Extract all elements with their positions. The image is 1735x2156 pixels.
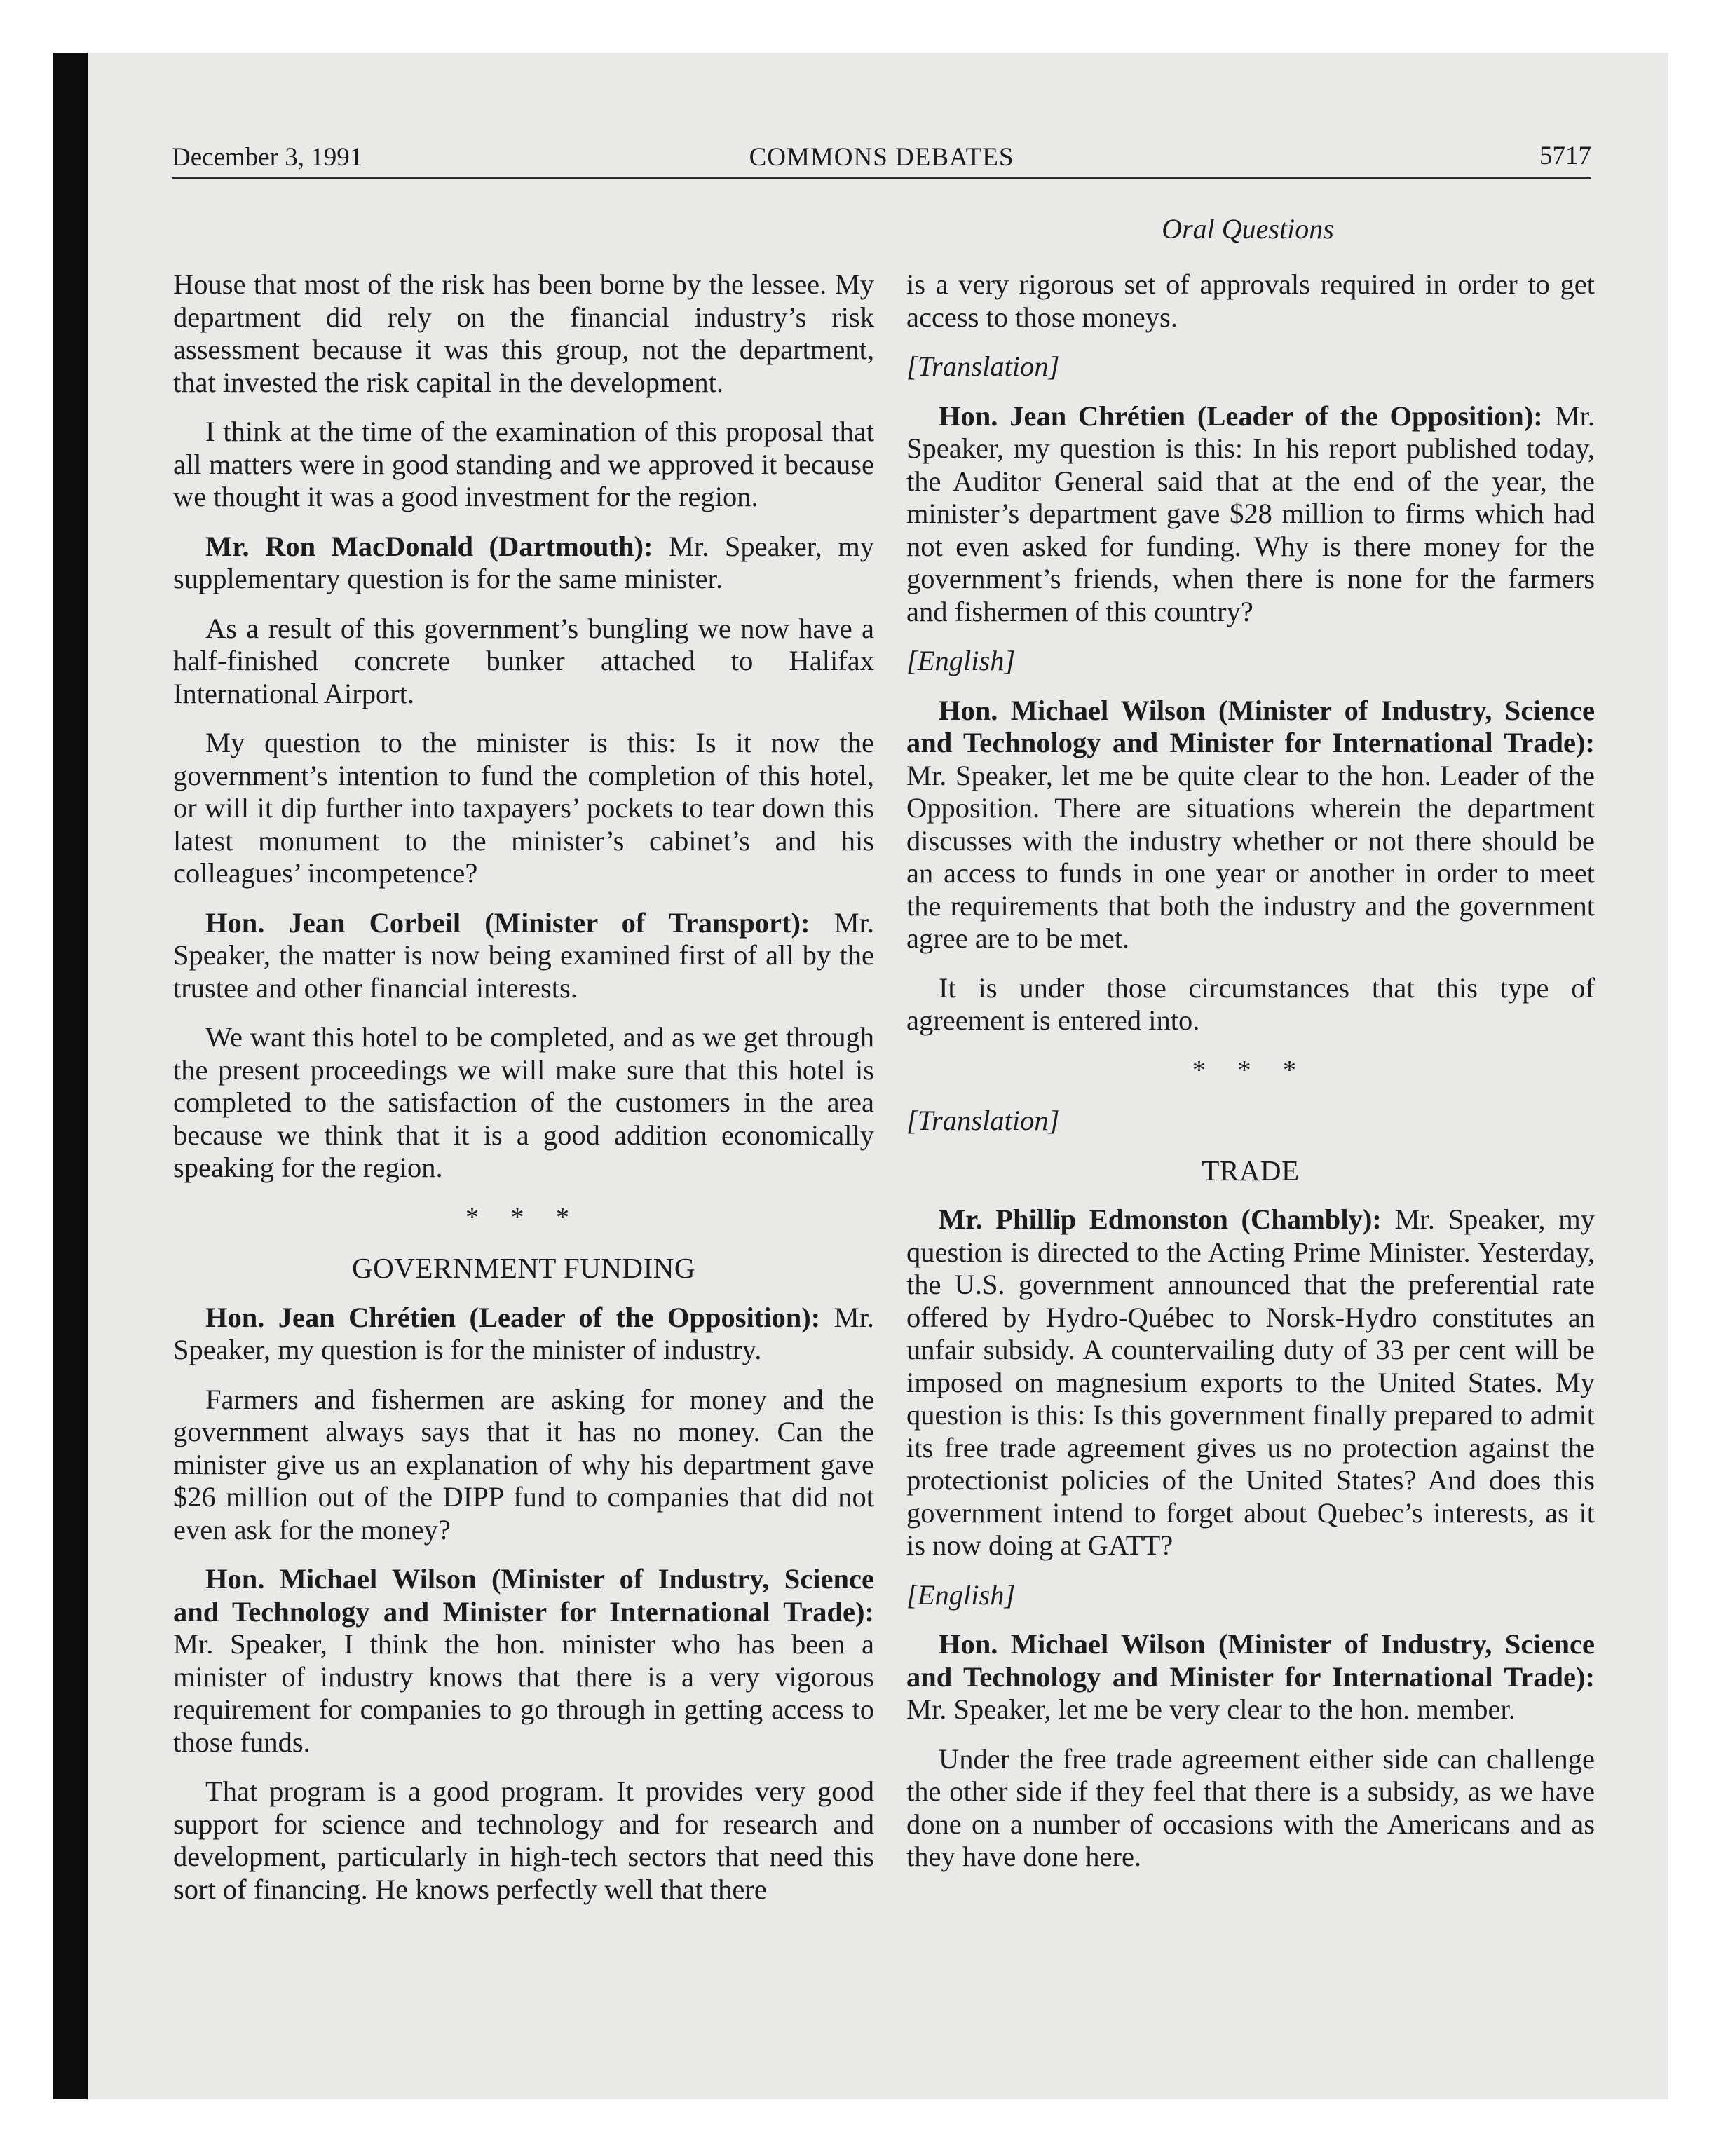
paragraph: My question to the minister is this: Is it now the government’s intention to fund the completion of this hotel, or will it dip further into taxpayers’ pockets to tear down this latest monument to the minister’s cabinet’s and his colleagues’ incompetence?: [173, 727, 874, 889]
section-label: Oral Questions: [1162, 213, 1334, 245]
speech-text: Mr. Speaker, my question is for the minister of industry.: [173, 1301, 874, 1365]
speech-text: Mr. Speaker, let me be quite clear to the hon. Leader of the Opposition. There are situations wherein the department discusses with the industry whether or not there should be an access to funds in one year or another in order to meet the requirements that both the industry and the government agree are to be met.: [906, 759, 1595, 954]
speech-paragraph: [906, 1203, 1595, 1562]
paragraph: Farmers and fishermen are asking for money and the government always says that it has no money. Can the minister give us an explanation of why his department gave $26 million out of the DIPP fund to companies that did not even ask for the money?: [173, 1383, 874, 1546]
right-column: [906, 268, 1595, 1890]
paragraph: It is under those circumstances that this type of agreement is entered into.: [906, 971, 1595, 1036]
speaker-name: Hon. Michael Wilson (Minister of Industry, Science and Technology and Minister for International Trade):: [906, 694, 1595, 758]
speech-text: Mr. Speaker, the matter is now being examined first of all by the trustee and other financial interests.: [173, 906, 875, 1004]
language-marker: [English]: [906, 645, 1016, 676]
header-date: December 3, 1991: [172, 143, 363, 172]
speech-paragraph: [906, 1628, 1595, 1726]
language-marker: [Translation]: [906, 350, 1060, 382]
speech-paragraph: [173, 531, 874, 596]
speaker-name: Hon. Michael Wilson (Minister of Industry, Science and Technology and Minister for International Trade):: [906, 1628, 1595, 1693]
speech-text: Mr. Speaker, my question is directed to the Acting Prime Minister. Yesterday, the U.S. government announced that the preferential rate offered by Hydro-Québec to Norsk-Hydro constitutes an unfair subsidy. A countervailing duty of 33 per cent will be imposed on magnesium exports to the United States. My question is this: Is this government finally prepared to admit its free trade agreement gives us no protection against the protectionist policies of the United States? And does this government intend to forget about Quebec’s interests, as it is now doing at GATT?: [906, 1203, 1595, 1561]
running-head: [172, 135, 1591, 179]
speaker-name: Mr. Phillip Edmonston (Chambly):: [939, 1203, 1382, 1235]
paragraph: House that most of the risk has been borne by the lessee. My department did rely on the financial industry’s risk assessment because it was this group, not the department, that invested the risk capital in the development.: [173, 268, 874, 398]
speech-paragraph: [906, 695, 1595, 955]
speaker-name: Hon. Jean Corbeil (Minister of Transport):: [205, 906, 810, 939]
speech-text: Mr. Speaker, I think the hon. minister who has been a minister of industry knows that there is a very vigorous requirement for companies to go through in getting access to those funds.: [173, 1628, 874, 1758]
paragraph: We want this hotel to be completed, and as we get through the present proceedings we will make sure that this hotel is completed to the satisfaction of the customers in the area because we think that it is a good addition economically speaking for the region.: [173, 1021, 874, 1183]
paragraph: As a result of this government’s bungling we now have a half-finished concrete bunker attached to Halifax International Airport.: [173, 612, 874, 709]
language-marker: [English]: [906, 1578, 1016, 1611]
paragraph: is a very rigorous set of approvals required in order to get access to those moneys.: [906, 268, 1595, 333]
header-title: COMMONS DEBATES: [749, 143, 1014, 172]
speech-text: Mr. Speaker, let me be very clear to the hon. member.: [906, 1693, 1516, 1725]
subject-heading: GOVERNMENT FUNDING: [352, 1252, 695, 1284]
speech-text: Mr. Speaker, my supplementary question is for the same minister.: [173, 530, 874, 594]
section-separator: * * *: [1192, 1055, 1309, 1085]
speaker-name: Mr. Ron MacDonald (Dartmouth):: [205, 530, 653, 562]
page: [53, 53, 1668, 2099]
speech-paragraph: [173, 1302, 874, 1367]
paragraph: I think at the time of the examination of this proposal that all matters were in good standing and we approved it because we thought it was a good investment for the region.: [173, 416, 874, 512]
header-page-number: 5717: [1539, 142, 1591, 170]
speech-paragraph: [173, 1563, 874, 1759]
language-marker: [Translation]: [906, 1105, 1060, 1136]
section-separator: * * *: [465, 1202, 582, 1232]
binding-edge: [53, 53, 88, 2099]
subject-heading: TRADE: [1202, 1154, 1300, 1187]
speaker-name: Hon. Michael Wilson (Minister of Industry, Science and Technology and Minister for International Trade):: [173, 1563, 874, 1628]
scan-margin: [0, 0, 53, 2156]
left-column: [173, 268, 874, 1923]
speaker-name: Hon. Jean Chrétien (Leader of the Opposition):: [939, 400, 1543, 432]
speaker-name: Hon. Jean Chrétien (Leader of the Opposition):: [205, 1301, 821, 1333]
paragraph: That program is a good program. It provides very good support for science and technology and for research and development, particularly in high-tech sectors that need this sort of financing. He knows perfectly well that there: [173, 1775, 874, 1905]
speech-paragraph: [173, 907, 874, 1005]
speech-text: Mr. Speaker, my question is this: In his report published today, the Auditor General said that at the end of the year, the minister’s department gave $28 million to firms which had not even asked for funding. Why is there money for the government’s friends, when there is none for the farmers and fishermen of this country?: [906, 400, 1595, 627]
speech-paragraph: [906, 400, 1595, 629]
paragraph: Under the free trade agreement either side can challenge the other side if they feel that there is a subsidy, as we have done on a number of occasions with the Americans and as they have done here.: [906, 1742, 1595, 1872]
